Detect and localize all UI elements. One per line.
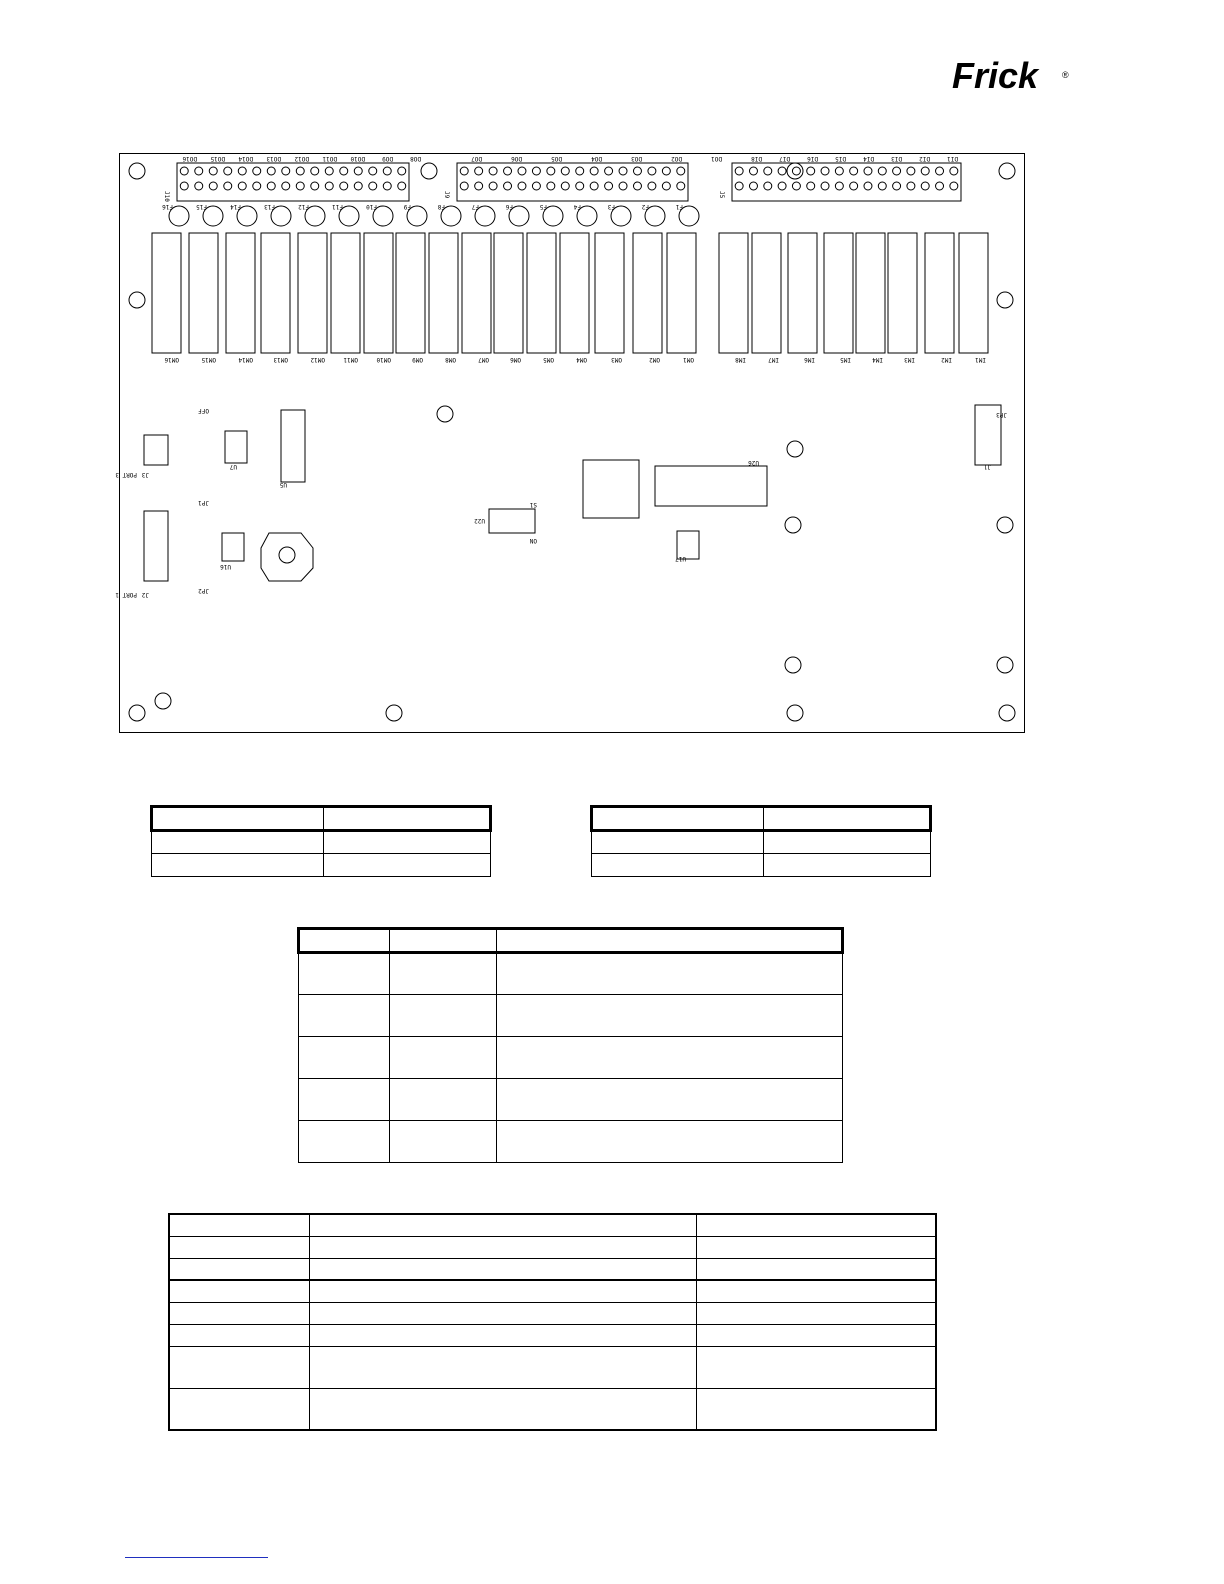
terminal-pin [662, 182, 670, 190]
terminal-screw [547, 167, 555, 175]
output-label: DO2 [671, 155, 682, 162]
terminal-screw [648, 167, 656, 175]
output-label: DO13 [266, 155, 281, 162]
terminal-screw [267, 167, 275, 175]
relay-module [959, 233, 988, 353]
output-label: DI5 [835, 155, 846, 162]
terminal-pin [311, 182, 319, 190]
output-label: DO7 [471, 155, 482, 162]
fuse-label: F3 [607, 203, 615, 210]
terminal-pin [735, 182, 743, 190]
terminal-pin [835, 182, 843, 190]
output-label: DO6 [511, 155, 522, 162]
terminal-pin [850, 182, 858, 190]
fuse-label: F12 [298, 203, 309, 210]
output-label: DO16 [182, 155, 197, 162]
board-label: PORT 3 [115, 471, 137, 478]
terminal-pin [590, 182, 598, 190]
terminal-screw [907, 167, 915, 175]
terminal-screw [354, 167, 362, 175]
board-label: U26 [748, 459, 759, 466]
terminal-pin [605, 182, 613, 190]
mounting-hole [999, 705, 1015, 721]
relay-module [633, 233, 662, 353]
fuse-label: F13 [264, 203, 275, 210]
terminal-screw [238, 167, 246, 175]
output-label: DO11 [322, 155, 337, 162]
board-label: OFF [198, 407, 209, 414]
terminal-pin [677, 182, 685, 190]
relay-module [667, 233, 696, 353]
output-label: DO1 [711, 155, 722, 162]
terminal-pin [633, 182, 641, 190]
output-label: DI6 [807, 155, 818, 162]
table-b [590, 805, 932, 877]
terminal-screw [792, 167, 800, 175]
fuse-label: F1 [675, 203, 683, 210]
terminal-pin [296, 182, 304, 190]
terminal-pin [907, 182, 915, 190]
terminal-pin [253, 182, 261, 190]
terminal-screw [662, 167, 670, 175]
terminal-screw [950, 167, 958, 175]
terminal-screw [180, 167, 188, 175]
footer-link-underline[interactable] [125, 1557, 268, 1558]
board-label: JP1 [198, 499, 209, 506]
fuse-label: F7 [471, 203, 479, 210]
terminal-pin [518, 182, 526, 190]
terminal-pin [619, 182, 627, 190]
fuse-label: F8 [437, 203, 445, 210]
terminal-pin [475, 182, 483, 190]
relay-label: IM3 [904, 356, 915, 363]
fuse-label: F11 [332, 203, 343, 210]
output-label: DI8 [751, 155, 762, 162]
ic-chip-u16 [222, 533, 244, 561]
terminal-pin [792, 182, 800, 190]
terminal-pin [209, 182, 217, 190]
terminal-screw [619, 167, 627, 175]
terminal-screw [224, 167, 232, 175]
relay-module [925, 233, 954, 353]
terminal-screw [532, 167, 540, 175]
output-label: DO15 [210, 155, 225, 162]
terminal-pin [921, 182, 929, 190]
mounting-hole [787, 441, 803, 457]
mounting-hole [785, 517, 801, 533]
terminal-screw [340, 167, 348, 175]
port3-connector [144, 435, 168, 465]
terminal-pin [561, 182, 569, 190]
terminal-pin [325, 182, 333, 190]
terminal-screw [518, 167, 526, 175]
relay-module [595, 233, 624, 353]
relay-module [364, 233, 393, 353]
terminal-screw [821, 167, 829, 175]
terminal-screw [921, 167, 929, 175]
relay-label: OM6 [510, 356, 521, 363]
output-label: DI2 [919, 155, 930, 162]
logo-registered-mark: ® [1062, 70, 1069, 80]
relay-module [152, 233, 181, 353]
relay-module [396, 233, 425, 353]
fuse-label: F5 [539, 203, 547, 210]
board-label: JP2 [198, 587, 209, 594]
buzzer-center [279, 547, 295, 563]
terminal-pin [778, 182, 786, 190]
terminal-screw [561, 167, 569, 175]
terminal-pin [821, 182, 829, 190]
relay-label: OM9 [412, 356, 423, 363]
mounting-hole [437, 406, 453, 422]
fuse-label: F10 [366, 203, 377, 210]
relay-module [752, 233, 781, 353]
terminal-pin [893, 182, 901, 190]
eprom-chip [655, 466, 767, 506]
fuse-label: F6 [505, 203, 513, 210]
terminal-screw [807, 167, 815, 175]
connector-label: J5 [718, 191, 725, 199]
output-label: DI4 [863, 155, 874, 162]
terminal-screw [864, 167, 872, 175]
terminal-screw [850, 167, 858, 175]
relay-module [189, 233, 218, 353]
relay-label: IM8 [735, 356, 746, 363]
terminal-pin [878, 182, 886, 190]
terminal-screw [489, 167, 497, 175]
relay-module [719, 233, 748, 353]
output-label: DO9 [382, 155, 393, 162]
output-label: DO4 [591, 155, 602, 162]
relay-module [462, 233, 491, 353]
table-d [168, 1213, 937, 1431]
relay-label: OM10 [376, 356, 391, 363]
terminal-screw [460, 167, 468, 175]
terminal-pin [340, 182, 348, 190]
relay-label: OM13 [273, 356, 288, 363]
terminal-pin [383, 182, 391, 190]
dip-switch-s1 [489, 509, 535, 533]
terminal-pin [460, 182, 468, 190]
terminal-screw [209, 167, 217, 175]
output-label: DO10 [350, 155, 365, 162]
output-label: DO8 [410, 155, 421, 162]
mounting-hole [997, 657, 1013, 673]
relay-module [298, 233, 327, 353]
terminal-pin [238, 182, 246, 190]
ic-chip-u26 [677, 531, 699, 559]
port1-connector [144, 511, 168, 581]
output-label: DO5 [551, 155, 562, 162]
terminal-screw [605, 167, 613, 175]
terminal-screw [282, 167, 290, 175]
output-label: DI3 [891, 155, 902, 162]
logo-text: Frick [952, 55, 1039, 96]
board-label: U22 [474, 517, 485, 524]
relay-label: OM12 [310, 356, 325, 363]
output-label: DI7 [779, 155, 790, 162]
terminal-pin [489, 182, 497, 190]
terminal-screw [311, 167, 319, 175]
output-label: DO14 [238, 155, 253, 162]
board-label: U16 [220, 563, 231, 570]
output-label: DO12 [294, 155, 309, 162]
relay-label: IM6 [804, 356, 815, 363]
controller-board-diagram [115, 153, 1025, 733]
terminal-pin [648, 182, 656, 190]
relay-label: OM14 [238, 356, 253, 363]
terminal-screw [296, 167, 304, 175]
fuse-label: F2 [641, 203, 649, 210]
microcontroller [583, 460, 639, 518]
relay-label: IM4 [872, 356, 883, 363]
terminal-screw [633, 167, 641, 175]
terminal-screw [383, 167, 391, 175]
relay-module [824, 233, 853, 353]
terminal-pin [369, 182, 377, 190]
relay-module [856, 233, 885, 353]
board-label: U17 [675, 555, 686, 562]
relay-label: OM4 [576, 356, 587, 363]
relay-label: OM2 [649, 356, 660, 363]
table-a [150, 805, 492, 877]
terminal-screw [195, 167, 203, 175]
relay-label: OM11 [343, 356, 358, 363]
terminal-screw [475, 167, 483, 175]
relay-label: OM8 [445, 356, 456, 363]
relay-label: OM7 [478, 356, 489, 363]
relay-label: OM1 [683, 356, 694, 363]
fuse-label: F4 [573, 203, 581, 210]
relay-label: OM16 [164, 356, 179, 363]
relay-module [226, 233, 255, 353]
mounting-hole [999, 163, 1015, 179]
terminal-screw [504, 167, 512, 175]
terminal-pin [936, 182, 944, 190]
mounting-hole [386, 705, 402, 721]
fuse-label: F14 [230, 203, 241, 210]
board-label: J1 [983, 463, 991, 470]
mounting-hole [997, 292, 1013, 308]
terminal-screw [778, 167, 786, 175]
mounting-hole [129, 705, 145, 721]
terminal-screw [590, 167, 598, 175]
mounting-hole [129, 292, 145, 308]
relay-label: OM3 [611, 356, 622, 363]
fuse-label: F15 [196, 203, 207, 210]
terminal-pin [180, 182, 188, 190]
terminal-screw [677, 167, 685, 175]
board-label: ON [529, 537, 537, 544]
board-label: PORT 1 [115, 591, 137, 598]
terminal-screw [749, 167, 757, 175]
terminal-pin [576, 182, 584, 190]
terminal-pin [547, 182, 555, 190]
relay-label: IM5 [840, 356, 851, 363]
relay-label: IM7 [768, 356, 779, 363]
mounting-hole [155, 693, 171, 709]
terminal-pin [532, 182, 540, 190]
terminal-screw [253, 167, 261, 175]
fuse-label: F16 [162, 203, 173, 210]
ic-chip-u5 [281, 410, 305, 482]
relay-module [429, 233, 458, 353]
fuse-label: F9 [403, 203, 411, 210]
board-label: J3 [141, 471, 149, 478]
terminal-pin [267, 182, 275, 190]
terminal-pin [764, 182, 772, 190]
relay-label: OM15 [201, 356, 216, 363]
terminal-screw [936, 167, 944, 175]
relay-module [331, 233, 360, 353]
relay-module [261, 233, 290, 353]
relay-module [888, 233, 917, 353]
terminal-screw [735, 167, 743, 175]
mounting-hole [785, 657, 801, 673]
terminal-screw [893, 167, 901, 175]
terminal-pin [354, 182, 362, 190]
relay-label: IM2 [941, 356, 952, 363]
terminal-pin [398, 182, 406, 190]
mounting-hole [129, 163, 145, 179]
terminal-screw [325, 167, 333, 175]
terminal-screw [878, 167, 886, 175]
frick-logo [950, 55, 1075, 96]
relay-label: IM1 [975, 356, 986, 363]
output-label: DI1 [947, 155, 958, 162]
relay-module [788, 233, 817, 353]
board-label: U7 [229, 463, 237, 470]
terminal-screw [835, 167, 843, 175]
output-label: DO3 [631, 155, 642, 162]
board-label: JP3 [996, 411, 1007, 418]
terminal-pin [282, 182, 290, 190]
speaker-buzzer [261, 533, 313, 581]
board-label: S1 [529, 501, 537, 508]
connector-label: J9 [443, 191, 450, 199]
terminal-screw [369, 167, 377, 175]
board-label: J2 [141, 591, 149, 598]
terminal-pin [504, 182, 512, 190]
relay-label: OM5 [543, 356, 554, 363]
terminal-pin [195, 182, 203, 190]
table-c [297, 927, 844, 1163]
mounting-hole [787, 705, 803, 721]
ic-chip-u17 [225, 431, 247, 463]
board-label: U5 [279, 481, 287, 488]
terminal-pin [950, 182, 958, 190]
mounting-hole [421, 163, 437, 179]
terminal-screw [398, 167, 406, 175]
relay-module [527, 233, 556, 353]
terminal-pin [807, 182, 815, 190]
terminal-screw [576, 167, 584, 175]
terminal-screw [764, 167, 772, 175]
relay-module [494, 233, 523, 353]
terminal-pin [864, 182, 872, 190]
terminal-pin [224, 182, 232, 190]
mounting-hole [997, 517, 1013, 533]
terminal-pin [749, 182, 757, 190]
relay-module [560, 233, 589, 353]
connector-label: J10 [163, 191, 170, 202]
